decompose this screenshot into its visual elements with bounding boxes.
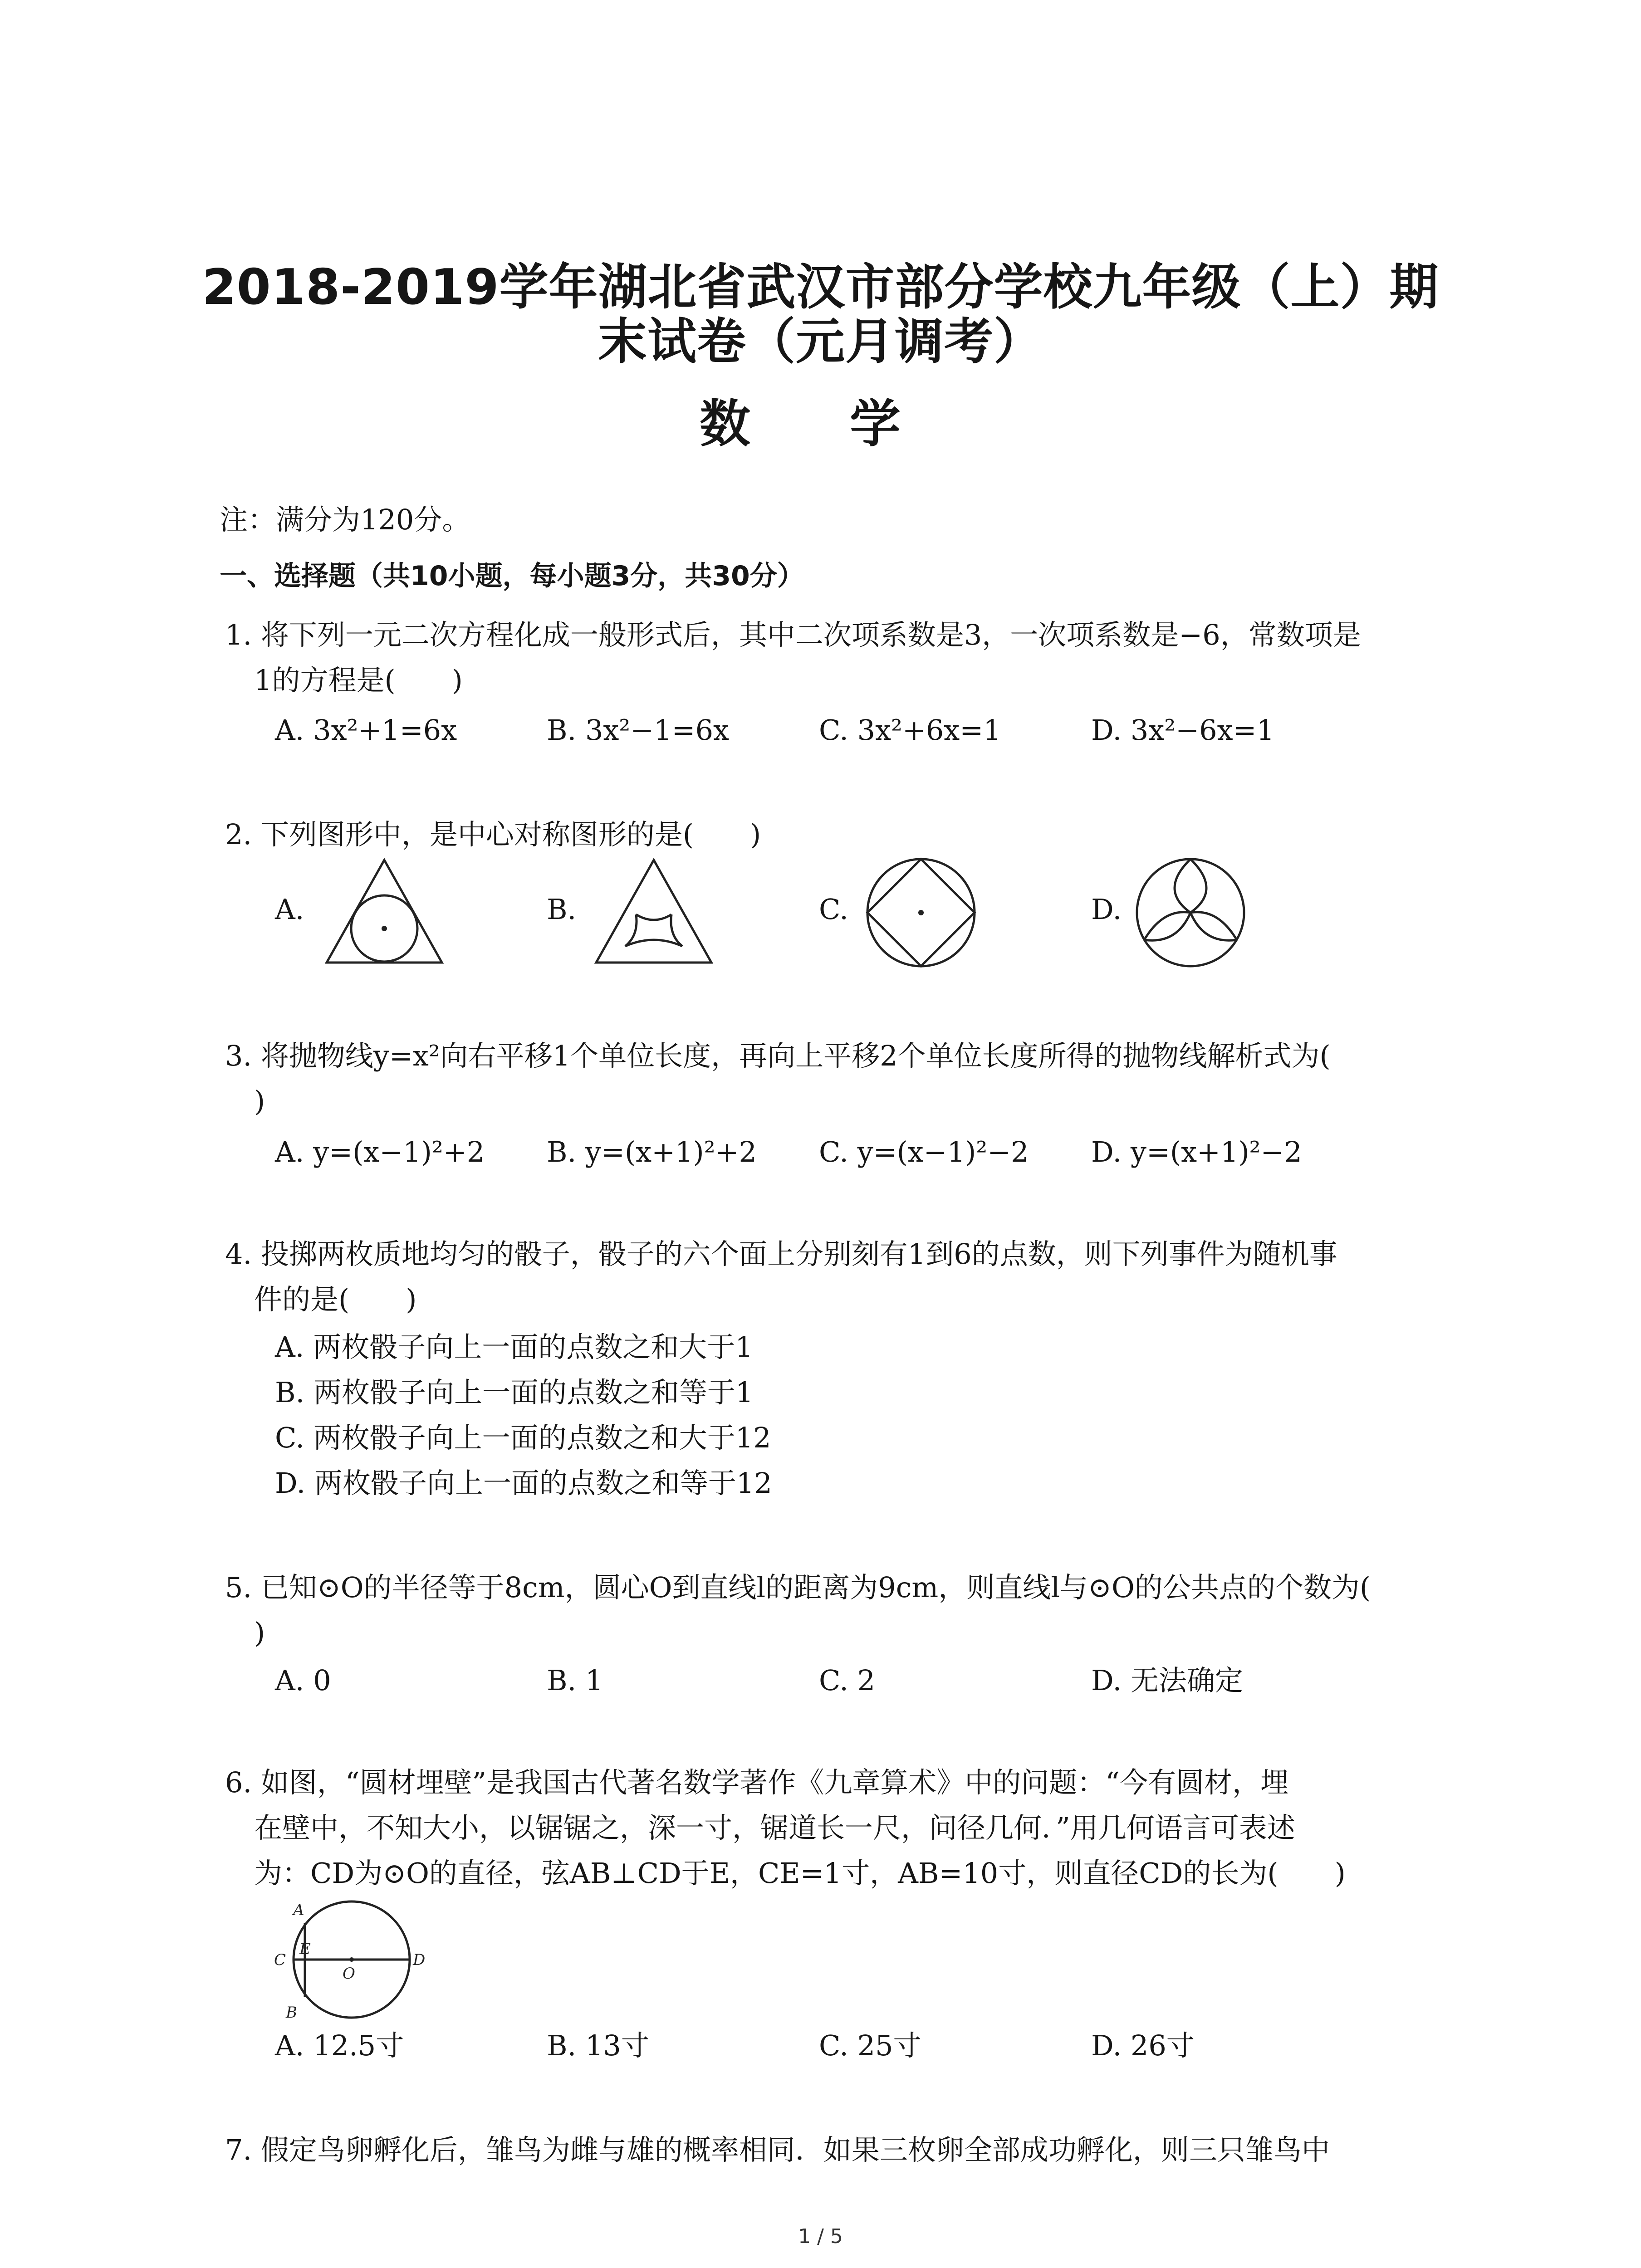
q4-option-a: A. 两枚骰子向上一面的点数之和大于1 — [275, 1330, 753, 1364]
q3-option-d: D. y=(x+1)²−2 — [1091, 1135, 1302, 1168]
fig-label-o: O — [343, 1965, 355, 1983]
q4-stem-line1: 4. 投掷两枚质地均匀的骰子，骰子的六个面上分别刻有1到6的点数，则下列事件为随机事 — [225, 1237, 1337, 1271]
q5-stem-line2: ) — [254, 1616, 265, 1649]
fig-label-b: B — [286, 2004, 297, 2022]
q5-option-c: C. 2 — [819, 1664, 876, 1697]
section-heading: 一、选择题（共10小题，每小题3分，共30分） — [220, 560, 804, 592]
q4-option-b: B. 两枚骰子向上一面的点数之和等于1 — [275, 1376, 754, 1409]
q2-figure-c — [862, 854, 980, 972]
q4-option-c: C. 两枚骰子向上一面的点数之和大于12 — [275, 1421, 771, 1454]
q4-option-d: D. 两枚骰子向上一面的点数之和等于12 — [275, 1466, 772, 1500]
q2-figure-a — [323, 857, 446, 966]
q6-option-c: C. 25寸 — [819, 2029, 921, 2062]
q5-option-d: D. 无法确定 — [1091, 1664, 1243, 1697]
q6-option-a: A. 12.5寸 — [275, 2029, 404, 2062]
q1-stem-line1: 1. 将下列一元二次方程化成一般形式后，其中二次项系数是3，一次项系数是−6，常数项是 — [225, 618, 1361, 651]
q5-option-a: A. 0 — [275, 1664, 331, 1697]
q1-option-a: A. 3x²+1=6x — [275, 714, 457, 747]
q3-stem-line1: 3. 将抛物线y=x²向右平移1个单位长度，再向上平移2个单位长度所得的抛物线解析式为( — [225, 1039, 1331, 1072]
q1-option-b: B. 3x²−1=6x — [547, 714, 730, 747]
page-number: 1 / 5 — [798, 2225, 843, 2248]
fig-label-e: E — [299, 1940, 311, 1958]
exam-title-line1: 2018-2019学年湖北省武汉市部分学校九年级（上）期 — [202, 259, 1439, 316]
fig-label-c: C — [274, 1951, 286, 1969]
q2-option-c: C. — [819, 893, 848, 926]
fig-label-d: D — [413, 1951, 426, 1969]
q2-option-d: D. — [1091, 893, 1122, 926]
q1-stem-line2: 1的方程是( ) — [254, 664, 463, 697]
q2-option-a: A. — [275, 893, 304, 926]
q3-option-c: C. y=(x−1)²−2 — [819, 1135, 1029, 1168]
q3-option-b: B. y=(x+1)²+2 — [547, 1135, 757, 1168]
q5-option-b: B. 1 — [547, 1664, 603, 1697]
q4-stem-line2: 件的是( ) — [254, 1283, 417, 1316]
q6-stem-line3: 为：CD为⊙O的直径，弦AB⊥CD于E，CE=1寸，AB=10寸，则直径CD的长为( ) — [254, 1857, 1346, 1890]
q7-stem-line1: 7. 假定鸟卵孵化后，雏鸟为雌与雄的概率相同．如果三枚卵全部成功孵化，则三只雏鸟中 — [225, 2133, 1330, 2166]
q3-option-a: A. y=(x−1)²+2 — [275, 1135, 485, 1168]
fig-label-a: A — [293, 1901, 304, 1919]
q1-option-c: C. 3x²+6x=1 — [819, 714, 1001, 747]
subject-heading: 数 学 — [700, 395, 941, 454]
q6-stem-line1: 6. 如图，“圆材埋壁”是我国古代著名数学著作《九章算术》中的问题：“今有圆材，埋 — [225, 1766, 1288, 1799]
q1-option-d: D. 3x²−6x=1 — [1091, 714, 1274, 747]
q6-option-b: B. 13寸 — [547, 2029, 649, 2062]
q6-stem-line2: 在壁中，不知大小，以锯锯之，深一寸，锯道长一尺，问径几何．”用几何语言可表述 — [254, 1811, 1295, 1844]
q2-figure-b — [593, 857, 715, 966]
q2-option-b: B. — [547, 893, 577, 926]
q6-circle-figure — [254, 1896, 445, 2023]
q6-option-d: D. 26寸 — [1091, 2029, 1195, 2062]
note: 注：满分为120分。 — [220, 503, 470, 536]
exam-title-line2: 末试卷（元月调考） — [598, 313, 1043, 370]
q2-stem: 2. 下列图形中，是中心对称图形的是( ) — [225, 818, 761, 851]
q3-stem-line2: ) — [254, 1085, 265, 1118]
q5-stem-line1: 5. 已知⊙O的半径等于8cm，圆心O到直线l的距离为9cm，则直线l与⊙O的公共点的个数为( — [225, 1571, 1371, 1604]
q2-figure-d — [1132, 854, 1249, 972]
